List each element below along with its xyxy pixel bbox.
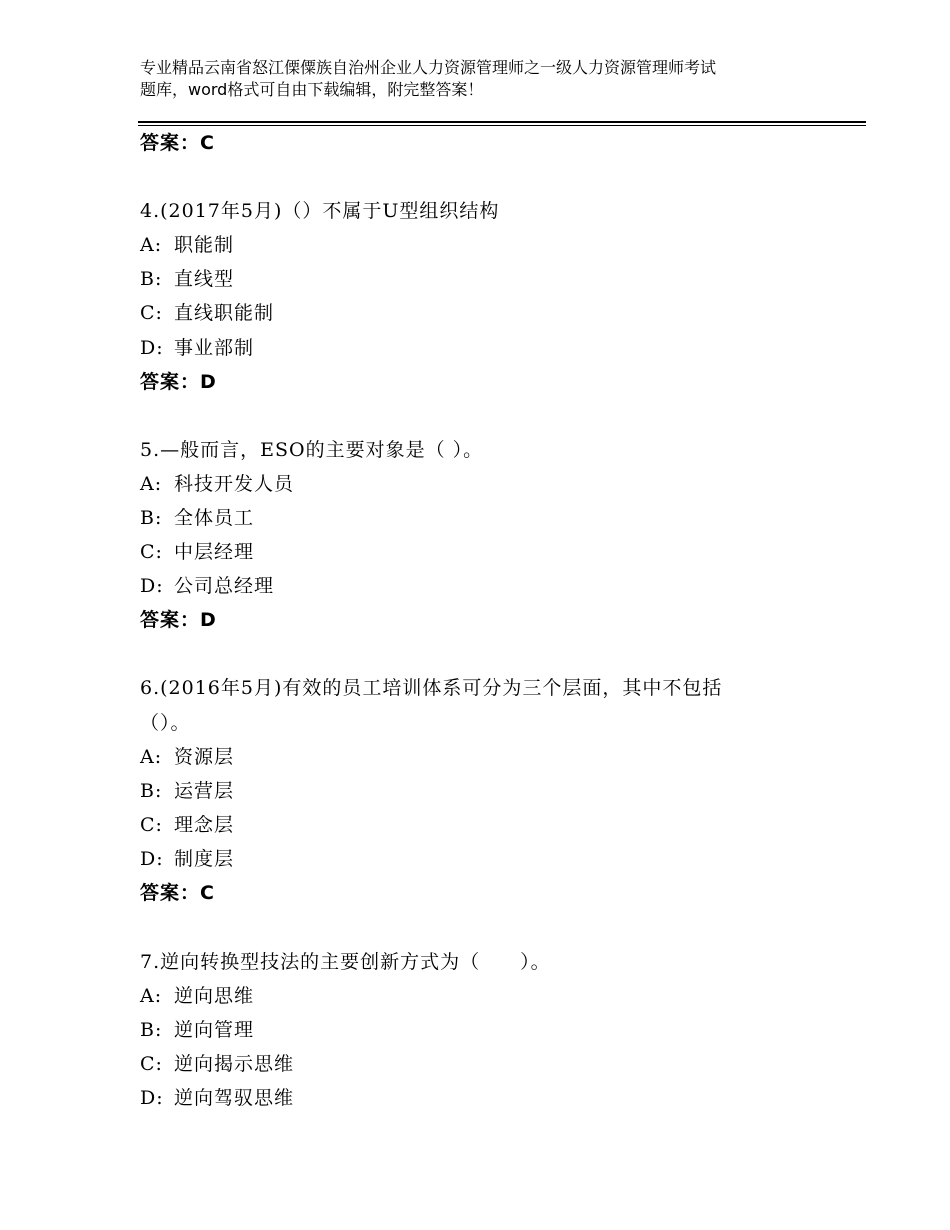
option-letter: C: (140, 1053, 163, 1075)
question-6-option-b (140, 777, 234, 805)
question-6-stem-line-2: （）。 (140, 712, 191, 734)
question-5-option-b (140, 504, 254, 532)
option-text: 事业部制 (174, 337, 255, 359)
question-7-option-b (140, 1016, 254, 1044)
question-6-answer: 答案：C (140, 882, 215, 904)
question-6-stem-line-1: 6.(2016年5月)有效的员工培训体系可分为三个层面，其中不包括 (140, 677, 723, 699)
question-5-option-a (140, 470, 294, 498)
option-letter: D: (140, 337, 164, 359)
option-text: 资源层 (174, 746, 235, 768)
option-letter: B: (140, 507, 163, 529)
question-6-option-c (140, 811, 234, 839)
option-letter: C: (140, 814, 163, 836)
option-letter: C: (140, 302, 163, 324)
option-letter: B: (140, 268, 163, 290)
option-text: 公司总经理 (174, 575, 275, 597)
option-text: 逆向揭示思维 (174, 1053, 295, 1075)
question-4-answer: 答案：D (140, 371, 217, 393)
option-letter: D: (140, 848, 164, 870)
question-5-option-d (140, 572, 274, 600)
header-title-line-2: 题库，word格式可自由下载编辑，附完整答案！ (140, 80, 484, 99)
header-title-line-1: 专业精品云南省怒江傈僳族自治州企业人力资源管理师之一级人力资源管理师考试 (140, 58, 717, 77)
option-text: 逆向思维 (174, 985, 255, 1007)
option-text: 逆向驾驭思维 (174, 1087, 295, 1109)
option-text: 逆向管理 (174, 1019, 255, 1041)
option-letter: A: (140, 985, 163, 1007)
question-4-option-c (140, 299, 274, 327)
option-letter: B: (140, 1019, 163, 1041)
question-4-stem: 4.(2017年5月)（）不属于U型组织结构 (140, 200, 500, 222)
option-letter: A: (140, 746, 163, 768)
option-letter: D: (140, 1087, 164, 1109)
question-7-stem: 7.逆向转换型技法的主要创新方式为（ ）。 (140, 951, 551, 973)
question-6-option-a (140, 743, 234, 771)
option-text: 运营层 (174, 780, 235, 802)
option-text: 制度层 (174, 848, 235, 870)
question-5-option-c (140, 538, 254, 566)
option-text: 中层经理 (174, 541, 255, 563)
option-letter: D: (140, 575, 164, 597)
question-7-option-c (140, 1050, 294, 1078)
question-7-option-a (140, 982, 254, 1010)
option-text: 理念层 (174, 814, 235, 836)
option-letter: B: (140, 780, 163, 802)
question-6-option-d (140, 845, 234, 873)
question-5-stem: 5.—般而言，ESO的主要对象是（ ）。 (140, 439, 484, 461)
option-text: 直线职能制 (174, 302, 275, 324)
answer-previous: 答案：C (140, 132, 215, 154)
page-header (140, 57, 840, 101)
option-letter: C: (140, 541, 163, 563)
question-4-option-d (140, 334, 254, 362)
option-text: 科技开发人员 (174, 473, 295, 495)
question-4-option-a (140, 231, 234, 259)
question-4-option-b (140, 265, 234, 293)
option-text: 直线型 (174, 268, 235, 290)
question-7-option-d (140, 1084, 294, 1112)
header-divider (138, 121, 866, 126)
option-letter: A: (140, 473, 163, 495)
option-letter: A: (140, 234, 163, 256)
option-text: 全体员工 (174, 507, 255, 529)
option-text: 职能制 (174, 234, 235, 256)
question-5-answer: 答案：D (140, 609, 217, 631)
